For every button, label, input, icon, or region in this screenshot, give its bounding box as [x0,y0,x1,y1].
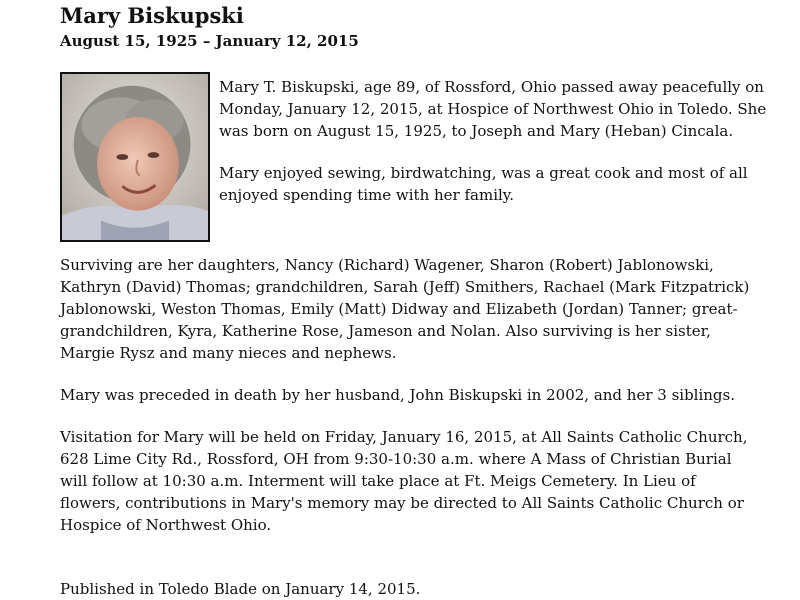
paragraph-hobbies: Mary enjoyed sewing, birdwatching, was a great cook and most of all enjoyed spending time with her family. [219,164,748,204]
life-dates: August 15, 1925 – January 12, 2015 [60,32,359,50]
paragraph-biography: Mary T. Biskupski, age 89, of Rossford, Ohio passed away peacefully on Monday, January 12, 2015, at Hospice of Northwest Ohio in Toledo. She was born on August 15, 1925, to Joseph and Mary (Heban) Cincala. [219,78,767,140]
paragraph-services: Visitation for Mary will be held on Friday, January 16, 2015, at All Saints Catholic Church, 628 Lime City Rd., Rossford, OH from 9:30-10:30 a.m. where A Mass of Christian Burial will follow at 10:30 a.m. Interment will take place at Ft. Meigs Cemetery. In Lieu of flowers, contributions in Mary's memory may be directed to All Saints Catholic Church or Hospice of Northwest Ohio. [60,428,748,534]
published-note: Published in Toledo Blade on January 14, 2015. [60,580,421,598]
portrait-photo [60,72,210,242]
page-title: Mary Biskupski [60,3,244,28]
paragraph-preceded: Mary was preceded in death by her husband, John Biskupski in 2002, and her 3 siblings. [60,386,735,404]
body-section [60,254,760,536]
paragraph-survivors: Surviving are her daughters, Nancy (Richard) Wagener, Sharon (Robert) Jablonowski, Kathryn (David) Thomas; grandchildren, Sarah (Jeff) Smithers, Rachael (Mark Fitzpatrick) Jablonowski, Weston Thomas, Emily (Matt) Didway and Elizabeth (Jordan) Tanner; great-grandchildren, Kyra, Katherine Rose, Jameson and Nolan. Also surviving is her sister, Margie Rysz and many nieces and nephews. [60,256,750,362]
obituary-page [60,2,780,598]
intro-text [219,76,779,206]
portrait-image [62,74,208,240]
